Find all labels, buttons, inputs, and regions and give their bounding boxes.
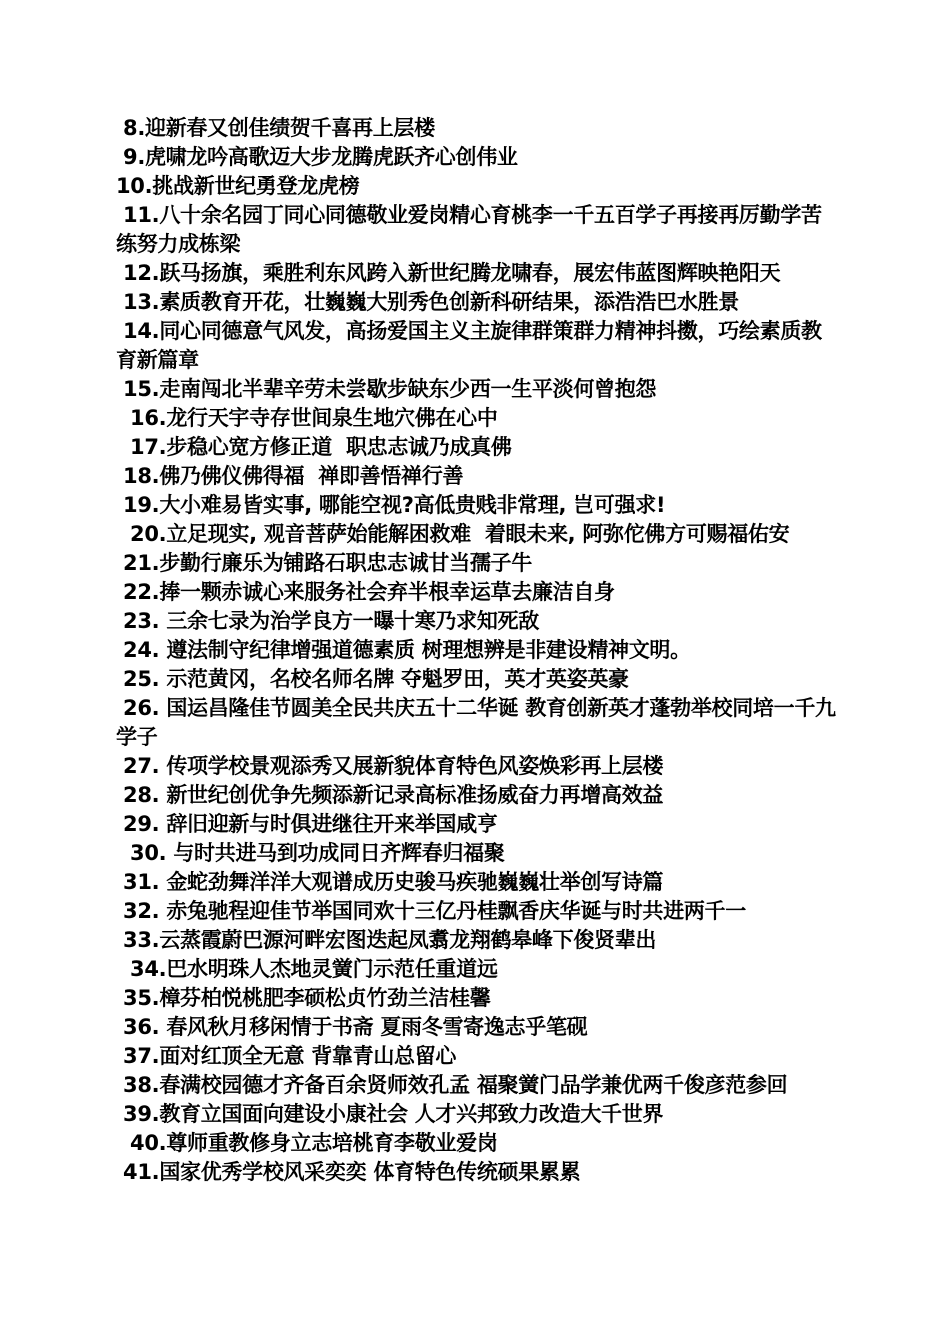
- couplet-line-8: 8.迎新春又创佳绩贺千喜再上层楼: [116, 116, 435, 140]
- couplet-line-11: 11.八十余名园丁同心同德敬业爱岗精心育桃李一千五百学子再接再厉勤学苦练努力成栋梁: [116, 203, 822, 256]
- couplet-line-13: 13.素质教育开花，壮巍巍大别秀色创新科研结果，添浩浩巴水胜景: [116, 290, 739, 314]
- couplet-line-12: 12.跃马扬旗，乘胜利东风跨入新世纪腾龙啸春，展宏伟蓝图辉映艳阳天: [116, 261, 781, 285]
- couplet-line-23: 23. 三余七录为治学良方一曝十寒乃求知死敌: [116, 609, 539, 633]
- couplet-line-20: 20.立足现实, 观音菩萨始能解困救难 着眼未来, 阿弥佗佛方可赐福佑安: [116, 522, 790, 546]
- couplet-line-39: 39.教育立国面向建设小康社会 人才兴邦致力改造大千世界: [116, 1102, 664, 1126]
- couplet-line-25: 25. 示范黄冈，名校名师名牌 夺魁罗田，英才英姿英豪: [116, 667, 629, 691]
- couplet-line-36: 36. 春风秋月移闲情于书斋 夏雨冬雪寄逸志乎笔砚: [116, 1015, 588, 1039]
- couplet-line-40: 40.尊师重教修身立志培桃育李敬业爱岗: [116, 1131, 498, 1155]
- couplet-line-37: 37.面对红顶全无意 背靠青山总留心: [116, 1044, 457, 1068]
- couplet-line-29: 29. 辞旧迎新与时俱进继往开来举国咸亨: [116, 812, 498, 836]
- couplet-line-16: 16.龙行天宇寺存世间泉生地穴佛在心中: [116, 406, 498, 430]
- couplet-line-26: 26. 国运昌隆佳节圆美全民共庆五十二华诞 教育创新英才蓬勃举校同培一千九学子: [116, 696, 836, 749]
- couplet-line-22: 22.捧一颗赤诚心来服务社会弃半根幸运草去廉洁自身: [116, 580, 615, 604]
- couplet-line-18: 18.佛乃佛仪佛得福 禅即善悟禅行善: [116, 464, 464, 488]
- couplet-line-31: 31. 金蛇劲舞洋洋大观谱成历史骏马疾驰巍巍壮举创写诗篇: [116, 870, 664, 894]
- couplet-line-33: 33.云蒸霞蔚巴源河畔宏图迭起凤翥龙翔鹤皋峰下俊贤辈出: [116, 928, 657, 952]
- couplet-line-28: 28. 新世纪创优争先频添新记录高标准扬威奋力再增高效益: [116, 783, 664, 807]
- couplet-line-30: 30. 与时共进马到功成同日齐辉春归福聚: [116, 841, 505, 865]
- couplet-line-14: 14.同心同德意气风发，高扬爱国主义主旋律群策群力精神抖擞，巧绘素质教育新篇章: [116, 319, 822, 372]
- couplet-list: [116, 114, 836, 1187]
- couplet-line-15: 15.走南闯北半辈辛劳未尝歇步缺东少西一生平淡何曾抱怨: [116, 377, 657, 401]
- couplet-line-19: 19.大小难易皆实事, 哪能空视?高低贵贱非常理, 岂可强求!: [116, 493, 666, 517]
- couplet-line-34: 34.巴水明珠人杰地灵黉门示范任重道远: [116, 957, 498, 981]
- couplet-line-35: 35.樟芬柏悦桃肥李硕松贞竹劲兰洁桂馨: [116, 986, 491, 1010]
- couplet-line-21: 21.步勤行廉乐为铺路石职忠志诚甘当孺子牛: [116, 551, 532, 575]
- couplet-line-17: 17.步稳心宽方修正道 职忠志诚乃成真佛: [116, 435, 512, 459]
- couplet-line-32: 32. 赤兔驰程迎佳节举国同欢十三亿丹桂飘香庆华诞与时共进两千一: [116, 899, 746, 923]
- couplet-line-38: 38.春满校园德才齐备百余贤师效孔孟 福聚黉门品学兼优两千俊彦范参回: [116, 1073, 788, 1097]
- couplet-line-9: 9.虎啸龙吟高歌迈大步龙腾虎跃齐心创伟业: [116, 145, 518, 169]
- couplet-line-41: 41.国家优秀学校风采奕奕 体育特色传统硕果累累: [116, 1160, 581, 1184]
- couplet-line-27: 27. 传项学校景观添秀又展新貌体育特色风姿焕彩再上层楼: [116, 754, 664, 778]
- couplet-line-10: 10.挑战新世纪勇登龙虎榜: [116, 174, 360, 198]
- couplet-line-24: 24. 遵法制守纪律增强道德素质 树理想辨是非建设精神文明。: [116, 638, 691, 662]
